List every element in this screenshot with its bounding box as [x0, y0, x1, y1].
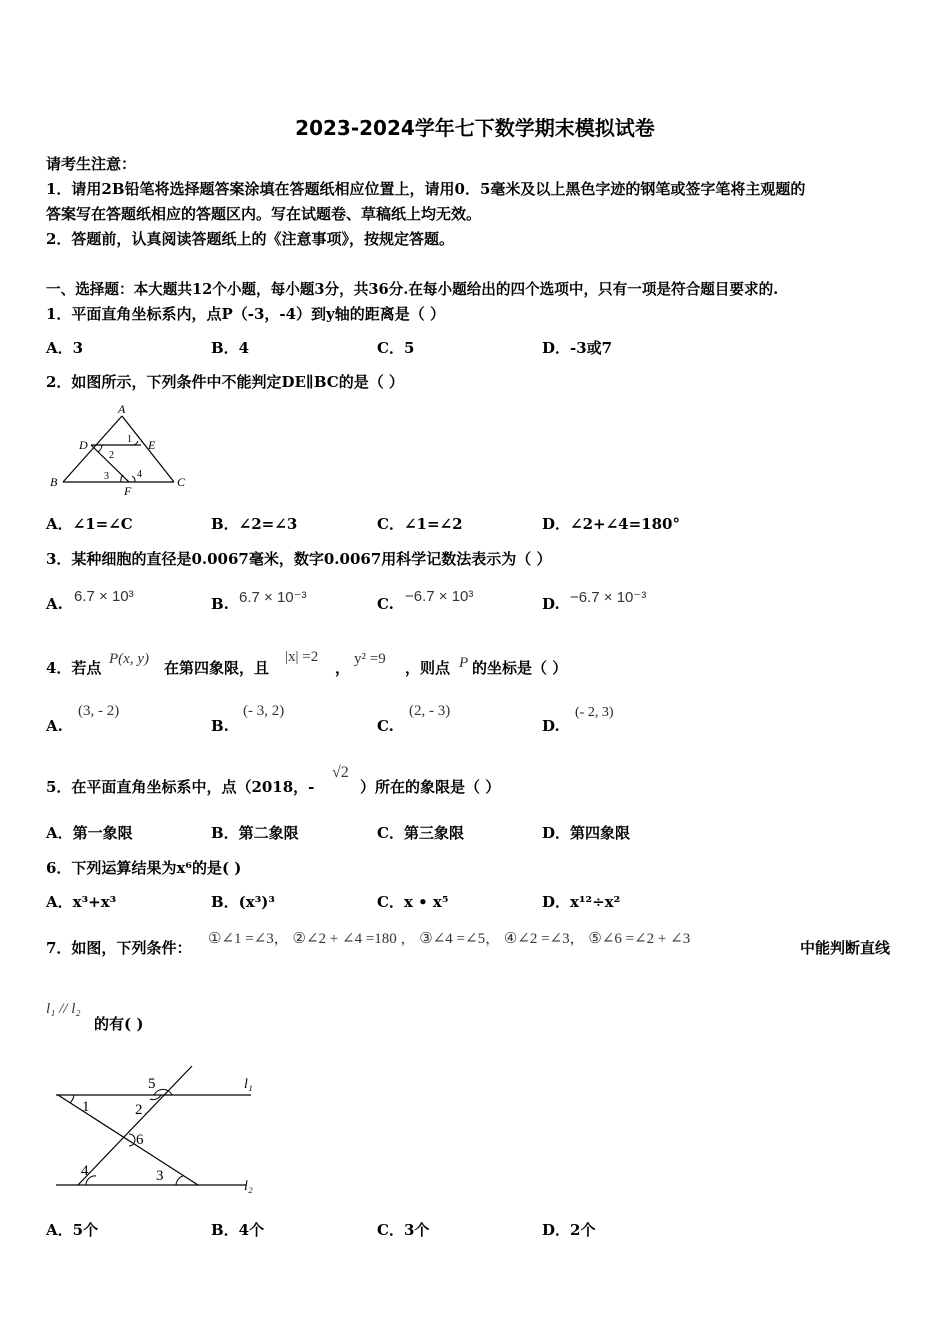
q7-option-d: D．2个 — [542, 1221, 596, 1239]
page-title: 2023-2024学年七下数学期末模拟试卷 — [295, 116, 655, 140]
q3-value-d: −6.7 × 10⁻³ — [570, 589, 647, 606]
q3-stem: 3．某种细胞的直径是0.0067毫米，数字0.0067用科学记数法表示为（ ） — [46, 550, 552, 568]
q3-label-a: A. — [46, 595, 63, 613]
q7-label-l1: l₁ — [244, 1077, 253, 1092]
q4-y-squared: y² =9 — [354, 651, 386, 667]
q3-label-b: B. — [211, 595, 229, 613]
q4-value-a: (3, - 2) — [78, 703, 120, 719]
q6-stem: 6．下列运算结果为x⁶的是( ) — [46, 859, 242, 877]
q2-angle-1: 1 — [127, 434, 132, 445]
q5-option-a: A．第一象限 — [46, 824, 133, 842]
q7-angle-2: 2 — [135, 1102, 143, 1118]
q2-angle-3: 3 — [104, 471, 109, 482]
q1-stem: 1．平面直角坐标系内，点P（-3，-4）到y轴的距离是（ ） — [46, 305, 445, 323]
q2-option-d: D．∠2+∠4=180° — [542, 515, 680, 533]
q4-abs-x: |x| =2 — [285, 649, 319, 665]
q5-stem-pre: 5．在平面直角坐标系中，点（2018，- — [46, 778, 315, 796]
q4-label-d: D. — [542, 717, 560, 735]
q5-option-d: D．第四象限 — [542, 824, 631, 842]
q4-text-2: ，则点 — [405, 659, 451, 677]
q1-option-c: C．5 — [377, 339, 415, 357]
q2-triangle-figure — [46, 402, 196, 500]
q7-angle-1: 1 — [82, 1099, 90, 1115]
q4-comma: ， — [335, 659, 351, 677]
q4-label-b: B. — [211, 717, 229, 735]
q4-value-c: (2, - 3) — [409, 703, 451, 719]
q7-angle-3: 3 — [156, 1168, 164, 1184]
notice-2: 2．答题前，认真阅读答题纸上的《注意事项》，按规定答题。 — [46, 230, 454, 248]
q7-angle-5: 5 — [148, 1076, 156, 1092]
q7-option-a: A．5个 — [46, 1221, 99, 1239]
q3-value-a: 6.7 × 10³ — [74, 588, 134, 605]
q6-option-c: C．x • x⁵ — [377, 893, 449, 911]
q7-conditions: ①∠1 =∠3， ②∠2 + ∠4 =180 ， ③∠4 =∠5， ④∠2 =∠3， ⑤∠6 =∠2 + ∠3 — [208, 931, 691, 947]
q2-label-e: E — [148, 438, 156, 452]
q2-stem: 2．如图所示，下列条件中不能判定DE∥BC的是（ ） — [46, 373, 404, 391]
q6-option-b: B．(x³)³ — [211, 893, 275, 911]
q5-option-c: C．第三象限 — [377, 824, 464, 842]
q4-text-3: 的坐标是（ ） — [472, 659, 568, 677]
q7-angle-4: 4 — [81, 1163, 89, 1179]
q2-label-a: A — [118, 402, 126, 416]
q2-angle-2: 2 — [109, 450, 114, 461]
q7-option-c: C．3个 — [377, 1221, 430, 1239]
q7-tail-2: 的有( ) — [94, 1015, 144, 1033]
section-1-heading: 一、选择题：本大题共12个小题，每小题3分，共36分.在每小题给出的四个选项中，只有一项是符合题目要求的. — [46, 281, 779, 298]
q4-value-d: (- 2, 3) — [575, 705, 614, 720]
q7-number: 7．如图，下列条件： — [46, 939, 192, 957]
q4-point-p-2: P — [459, 655, 469, 671]
notice-1b: 答案写在答题纸相应的答题区内。写在试题卷、草稿纸上均无效。 — [46, 205, 482, 223]
q2-angle-4: 4 — [137, 469, 142, 480]
q3-value-c: −6.7 × 10³ — [405, 588, 474, 605]
q2-label-f: F — [124, 484, 132, 498]
q2-option-a: A．∠1=∠C — [46, 515, 133, 533]
q2-label-b: B — [50, 475, 58, 489]
q2-label-c: C — [177, 475, 186, 489]
q1-option-b: B．4 — [211, 339, 250, 357]
q3-value-b: 6.7 × 10⁻³ — [239, 589, 307, 606]
q4-text-1: 在第四象限，且 — [164, 659, 270, 677]
q7-lines-figure — [46, 1062, 266, 1198]
q1-option-d: D．-3或7 — [542, 339, 613, 357]
notice-title: 请考生注意： — [46, 155, 137, 173]
q7-lines-parallel: l₁ // l₂ — [46, 1001, 81, 1017]
q4-point-p: P(x, y) — [109, 651, 149, 667]
q6-option-d: D．x¹²÷x² — [542, 893, 621, 911]
q4-number: 4．若点 — [46, 659, 102, 677]
q7-angle-6: 6 — [136, 1132, 144, 1148]
q5-sqrt-2: √2 — [332, 764, 349, 781]
q6-option-a: A．x³+x³ — [46, 893, 117, 911]
q3-label-c: C. — [377, 595, 394, 613]
q5-option-b: B．第二象限 — [211, 824, 299, 842]
q5-stem-post: ）所在的象限是（ ） — [360, 778, 501, 796]
q2-label-d: D — [79, 438, 88, 452]
q2-option-c: C．∠1=∠2 — [377, 515, 463, 533]
q2-option-b: B．∠2=∠3 — [211, 515, 298, 533]
q7-label-l2: l₂ — [244, 1179, 253, 1194]
q1-option-a: A．3 — [46, 339, 84, 357]
q7-tail: 中能判断直线 — [800, 939, 891, 957]
q4-label-a: A. — [46, 717, 63, 735]
notice-1a: 1．请用2B铅笔将选择题答案涂填在答题纸相应位置上，请用0．5毫米及以上黑色字迹的钢笔或签字笔将主观题的 — [46, 180, 806, 198]
q3-label-d: D. — [542, 595, 560, 613]
q4-value-b: (- 3, 2) — [243, 703, 285, 719]
q7-option-b: B．4个 — [211, 1221, 265, 1239]
q4-label-c: C. — [377, 717, 394, 735]
